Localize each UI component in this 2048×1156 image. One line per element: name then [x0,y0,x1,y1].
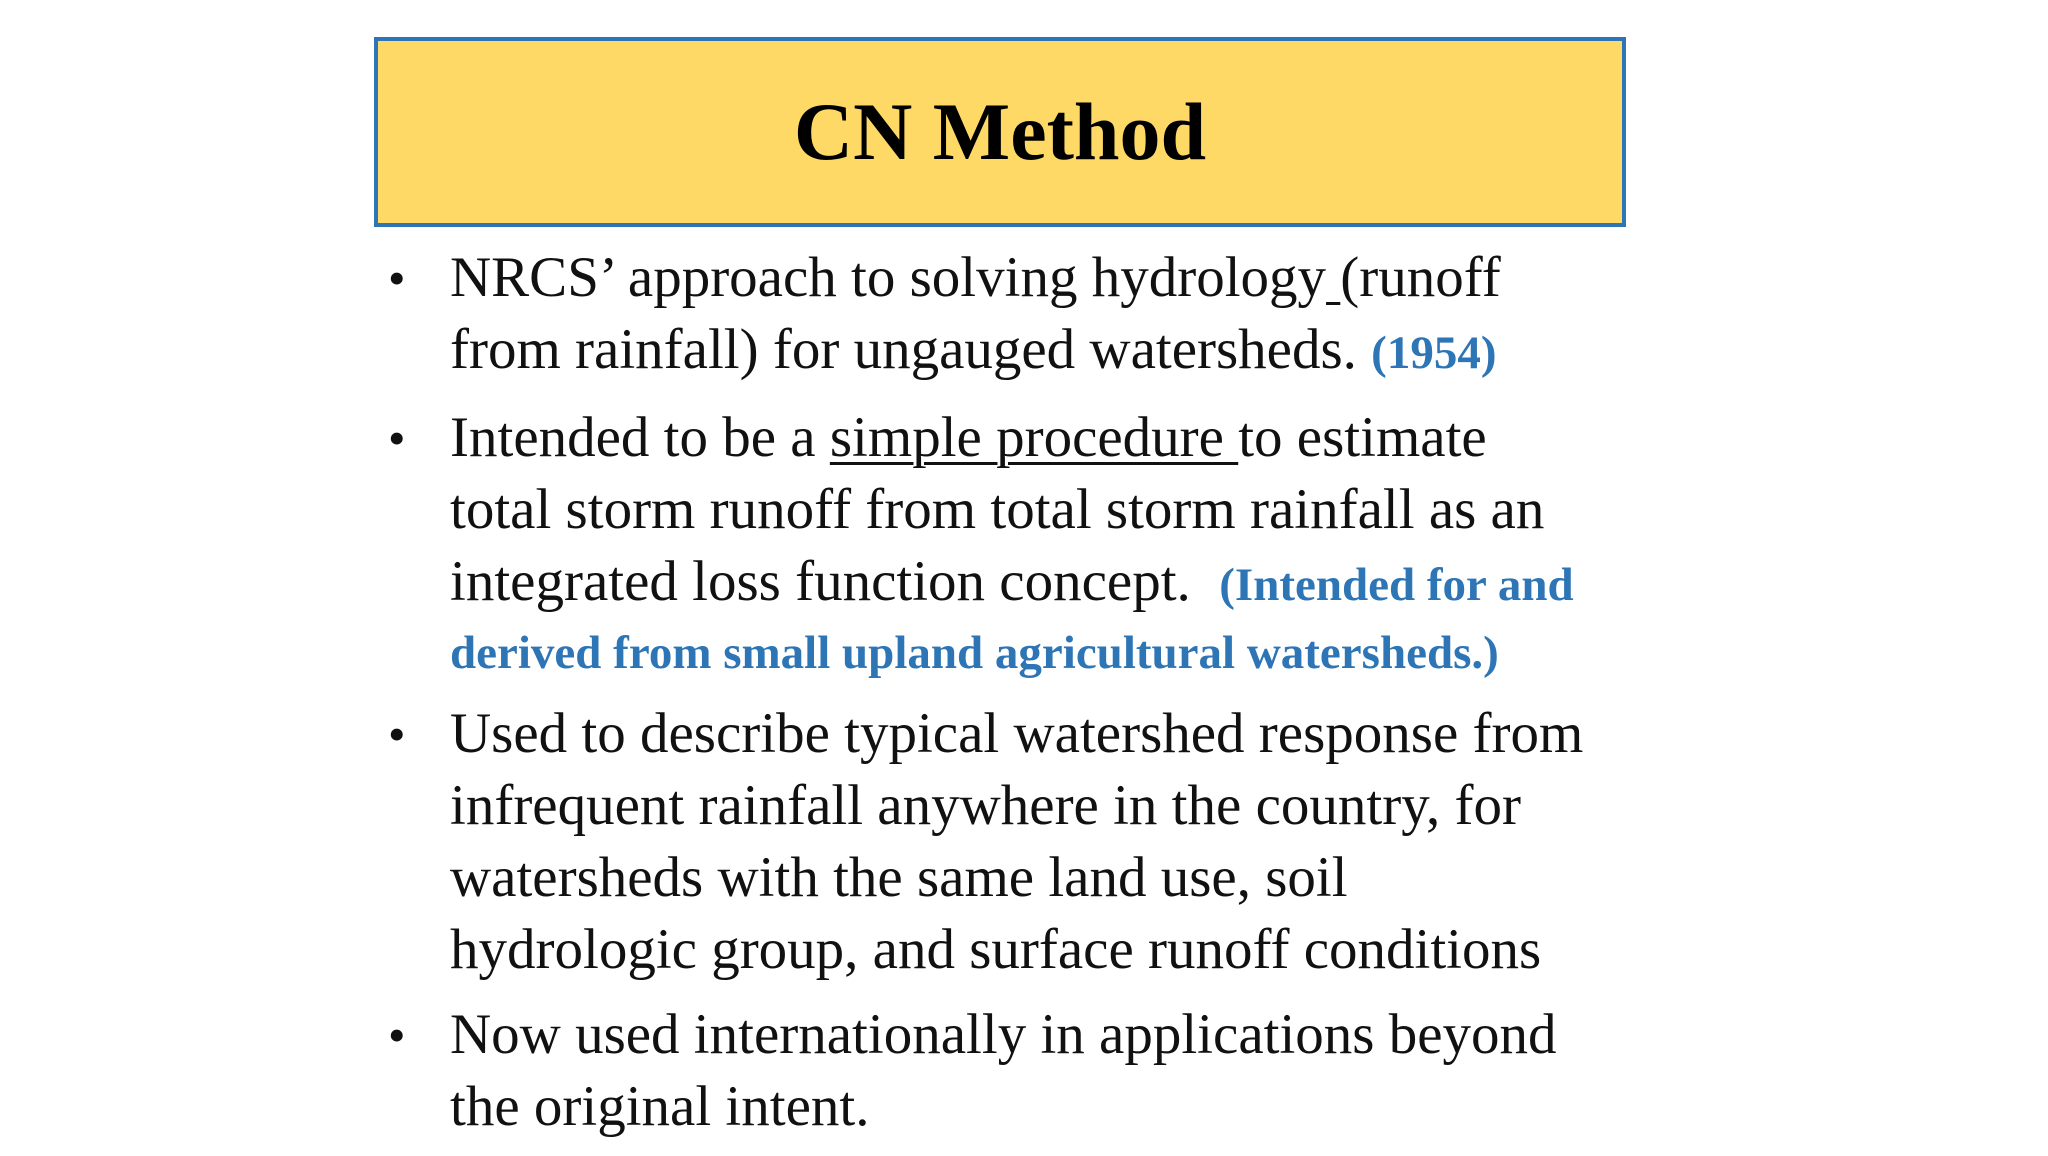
bullet-2-line-2: total storm runoff from total storm rainfall as an [450,478,1545,541]
scope-note-start: (Intended for and [1219,559,1574,611]
year-note: (1954) [1371,327,1497,379]
bullet-2-line-1: Intended to be a simple procedure to estimate [450,406,1487,469]
bullet-2-line-3: integrated loss function concept. (Intended for and [450,550,1574,613]
bullet-3-line-3: watersheds with the same land use, soil [450,846,1348,909]
bullet-1-line-1: NRCS’ approach to solving hydrology (runoff [450,246,1501,309]
title-box [374,37,1626,227]
slide-title: CN Method [793,86,1207,177]
bullet-3-line-1: Used to describe typical watershed response from [450,702,1584,765]
bullet-item-1 [388,242,1688,389]
bullet-item-3 [388,698,1688,986]
bullet-4-line-2: the original intent. [450,1075,870,1138]
bullet-icon: • [388,250,406,306]
bullet-list [388,242,1688,1156]
bullet-icon: • [388,410,406,466]
bullet-1-line-2: from rainfall) for ungauged watersheds. (1954) [450,318,1497,381]
bullet-4-line-1: Now used internationally in applications beyond [450,1003,1557,1066]
bullet-icon: • [388,706,406,762]
bullet-item-2 [388,402,1688,685]
bullet-item-4 [388,999,1688,1143]
underlined-phrase: simple procedure [829,406,1239,469]
bullet-3-line-4: hydrologic group, and surface runoff conditions [450,918,1542,981]
bullet-icon: • [388,1007,406,1063]
scope-note-end: derived from small upland agricultural watersheds.) [450,627,1499,679]
bullet-3-line-2: infrequent rainfall anywhere in the country, for [450,774,1521,837]
